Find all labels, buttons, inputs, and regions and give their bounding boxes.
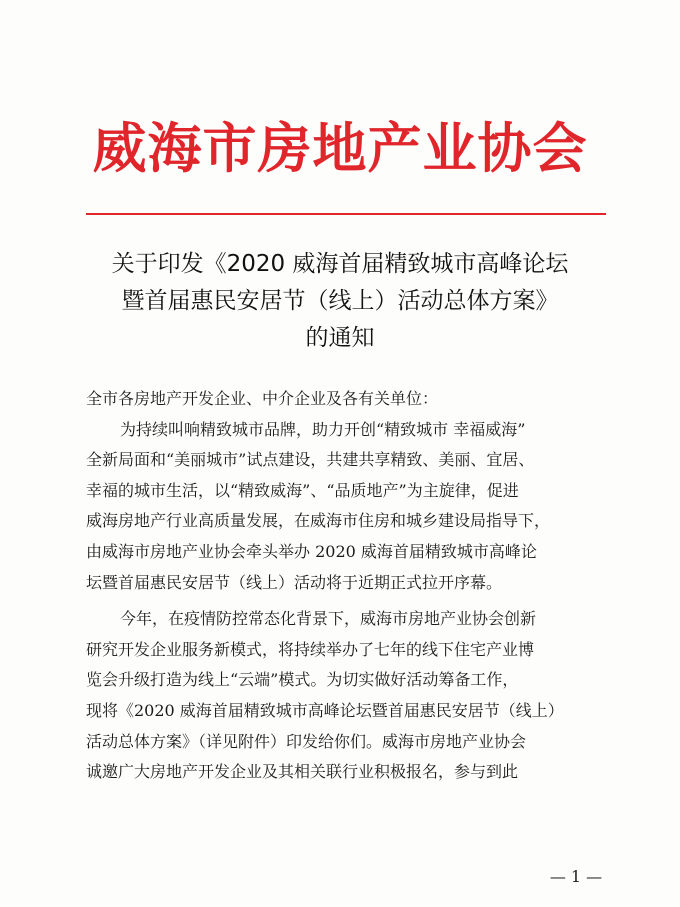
title-line: 关于印发《2020 威海首届精致城市高峰论坛 [111,251,569,277]
paragraph-line: 由威海市房地产业协会牵头举办 2020 威海首届精致城市高峰论 [86,541,537,561]
paragraph-line: 览会升级打造为线上“云端”模式。为切实做好活动筹备工作， [86,670,519,690]
paragraph-line: 坛暨首届惠民安居节（线上）活动将于近期正式拉开序幕。 [86,572,503,592]
title-line: 暨首届惠民安居节（线上）活动总体方案》 [121,288,559,314]
paragraph-line: 诚邀广大房地产开发企业及其相关联行业积极报名，参与到此 [86,762,519,782]
page-number: — 1 — [549,867,603,886]
organization-header: 威海市房地产业协会 [92,116,588,180]
red-divider-line [86,213,606,215]
paragraph-line: 威海房地产行业高质量发展，在威海市住房和城乡建设局指导下， [86,511,551,531]
paragraph-line: 现将《2020 威海首届精致城市高峰论坛暨首届惠民安居节（线上） [86,700,564,720]
paragraph-line: 今年，在疫情防控常态化背景下，威海市房地产业协会创新 [120,609,537,629]
salutation: 全市各房地产开发企业、中介企业及各有关单位： [86,389,439,408]
paragraph-line: 研究开发企业服务新模式，将持续举办了七年的线下住宅产业博 [86,639,535,659]
document-body [86,384,610,788]
paragraph-line: 幸福的城市生活，以“精致威海”、“品质地产”为主旋律，促进 [86,480,519,500]
title-line: 的通知 [305,325,375,351]
paragraph-line: 全新局面和“美丽城市”试点建设，共建共享精致、美丽、宜居、 [86,450,535,470]
paragraph-line: 为持续叫响精致城市品牌，助力开创“精致城市 幸福威海” [120,419,526,439]
document-title [60,246,620,357]
paragraph-line: 活动总体方案》（详见附件）印发给你们。威海市房地产业协会 [86,731,527,751]
